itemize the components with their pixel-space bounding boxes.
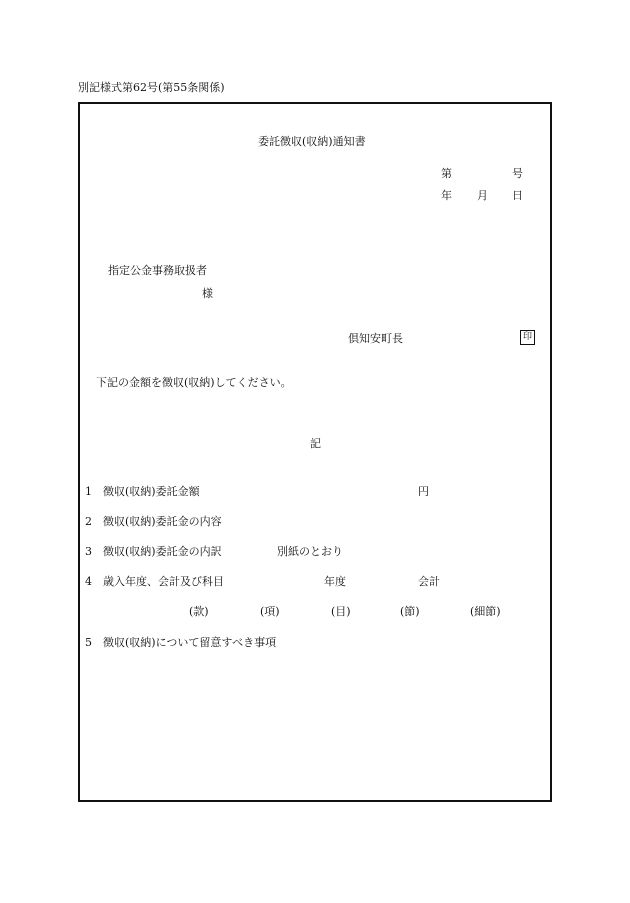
item-value-yen: 円 — [418, 485, 429, 498]
heading-ki: 記 — [310, 437, 321, 450]
item-number: 2 — [85, 515, 92, 528]
item-label: 徴収(収納)委託金額 — [103, 485, 200, 498]
item-number: 4 — [85, 575, 92, 588]
item-number: 5 — [85, 636, 92, 649]
item-number: 1 — [85, 485, 92, 498]
recipient-title: 指定公金事務取扱者 — [108, 264, 207, 277]
seal-mark: 印 — [520, 330, 535, 345]
fiscal-year-label: 年度 — [324, 575, 346, 588]
item-label: 徴収(収納)委託金の内容 — [103, 515, 222, 528]
form-label: 別記様式第62号(第55条関係) — [78, 81, 225, 94]
number-suffix: 号 — [512, 167, 523, 180]
number-prefix: 第 — [441, 167, 452, 180]
date-year: 年 — [441, 189, 452, 202]
subject-part-moku: (目) — [331, 605, 351, 618]
form-frame — [78, 102, 552, 802]
subject-part-kan: (款) — [189, 605, 209, 618]
subject-part-saisetsu: (細節) — [470, 605, 501, 618]
recipient-honorific: 様 — [202, 287, 213, 300]
issuer-name: 倶知安町長 — [348, 332, 403, 345]
item-number: 3 — [85, 545, 92, 558]
item-label: 徴収(収納)委託金の内訳 — [103, 545, 222, 558]
item-label: 徴収(収納)について留意すべき事項 — [103, 636, 277, 649]
body-text: 下記の金額を徴収(収納)してください。 — [96, 376, 292, 389]
item-value-breakdown: 別紙のとおり — [277, 545, 343, 558]
subject-part-kou: (項) — [260, 605, 280, 618]
account-label: 会計 — [418, 575, 440, 588]
date-month: 月 — [477, 189, 488, 202]
subject-part-setsu: (節) — [400, 605, 420, 618]
item-label: 歳入年度、会計及び科目 — [103, 575, 224, 588]
date-day: 日 — [512, 189, 523, 202]
document-title: 委託徴収(収納)通知書 — [258, 135, 366, 148]
